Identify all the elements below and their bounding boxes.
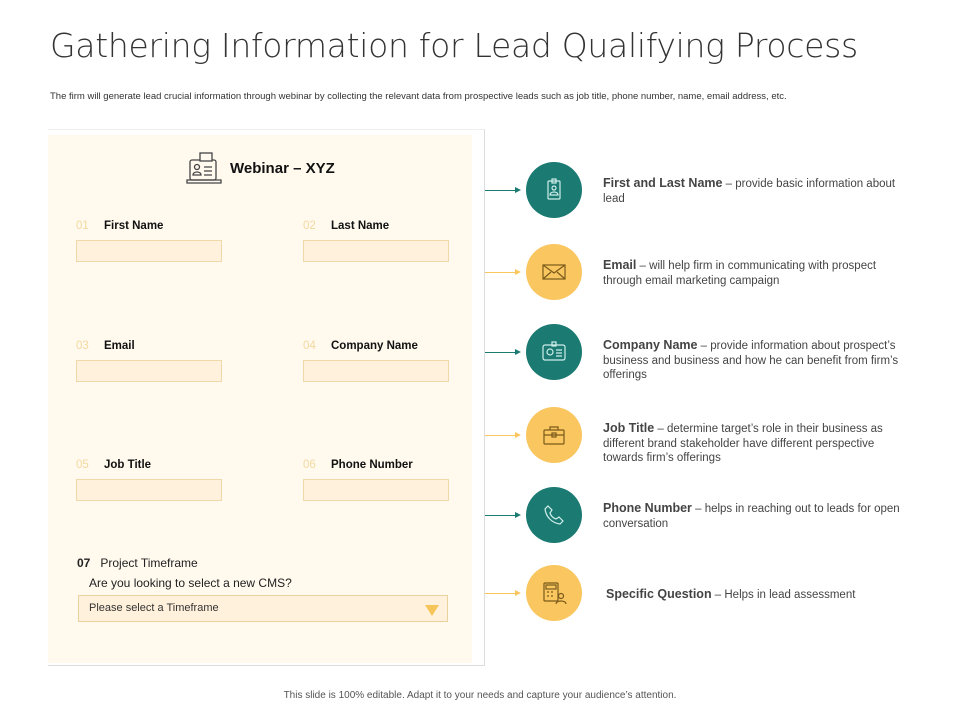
item-description [603,501,913,531]
form-field-company-name [303,340,449,382]
arrow-connector [485,593,519,594]
question-number: 07 [77,556,91,570]
text-input[interactable] [303,240,449,262]
envelope-icon [526,244,582,300]
arrow-connector [485,435,519,436]
text-input[interactable] [303,479,449,501]
item-title: Phone Number [603,501,692,515]
item-description [603,338,913,383]
item-description [603,176,913,206]
field-number: 02 [303,220,316,232]
field-label-text: First Name [104,220,164,232]
arrow-connector [485,352,519,353]
arrow-connector [485,272,519,273]
id-badge-icon [526,162,582,218]
item-title: Company Name [603,338,698,352]
field-label-text: Email [104,340,135,352]
field-label [303,220,449,236]
field-number: 01 [76,220,89,232]
item-text: – will help firm in communicating with prospect through email marketing campaign [603,260,877,287]
question-title: Project Timeframe [100,556,198,570]
text-input[interactable] [76,360,222,382]
chevron-down-icon[interactable] [425,605,439,616]
info-item-specific-question [485,565,945,623]
item-text: – Helps in lead assessment [711,589,856,601]
field-label [76,340,222,356]
info-item-first-and-last-name [485,162,945,220]
field-number: 04 [303,340,316,352]
item-text: – provide basic information about lead [603,178,896,205]
arrow-connector [485,190,519,191]
text-input[interactable] [76,240,222,262]
timeframe-select[interactable] [78,595,448,622]
info-item-company-name [485,324,945,382]
webinar-title: Webinar – XYZ [230,160,335,177]
form-field-email [76,340,222,382]
item-title: Specific Question [606,587,712,601]
info-item-email [485,244,945,302]
page-title: Gathering Information for Lead Qualifying Process [50,26,858,65]
item-title: First and Last Name [603,176,723,190]
text-input[interactable] [76,479,222,501]
id-card-icon [526,324,582,380]
field-label [303,459,449,475]
page-subtitle: The firm will generate lead crucial information through webinar by collecting the relevant data from prospective leads such as job title, phone number, name, email address, etc. [50,91,787,102]
webinar-laptop-icon [186,152,222,186]
field-label-text: Phone Number [331,459,413,471]
item-description [603,421,913,466]
footer-note: This slide is 100% editable. Adapt it to your needs and capture your audience’s attention. [283,690,677,701]
question-7-text: Are you looking to select a new CMS? [89,576,292,590]
info-item-phone-number [485,487,945,545]
item-title: Job Title [603,421,655,435]
field-number: 06 [303,459,316,471]
briefcase-icon [526,407,582,463]
field-label-text: Last Name [331,220,390,232]
item-description [603,258,913,288]
item-text: – provide information about prospect’s business and business and how he can benefit from firm’s offerings [603,340,899,381]
field-label [303,340,449,356]
item-description [606,587,916,603]
timeframe-placeholder: Please select a Timeframe [89,602,219,614]
form-field-last-name [303,220,449,262]
arrow-connector [485,515,519,516]
form-field-job-title [76,459,222,501]
field-label-text: Company Name [331,340,418,352]
form-field-phone-number [303,459,449,501]
field-label [76,459,222,475]
item-title: Email [603,258,637,272]
field-label-text: Job Title [104,459,152,471]
question-7-label [77,556,198,570]
text-input[interactable] [303,360,449,382]
phone-icon [526,487,582,543]
field-number: 05 [76,459,89,471]
field-number: 03 [76,340,89,352]
field-label [76,220,222,236]
item-text: – determine target’s role in their business as different brand stakeholder have different perspective towards firm’s offerings [603,423,883,464]
calculator-person-icon [526,565,582,621]
info-item-job-title [485,407,945,465]
item-text: – helps in reaching out to leads for open conversation [603,503,900,530]
form-field-first-name [76,220,222,262]
